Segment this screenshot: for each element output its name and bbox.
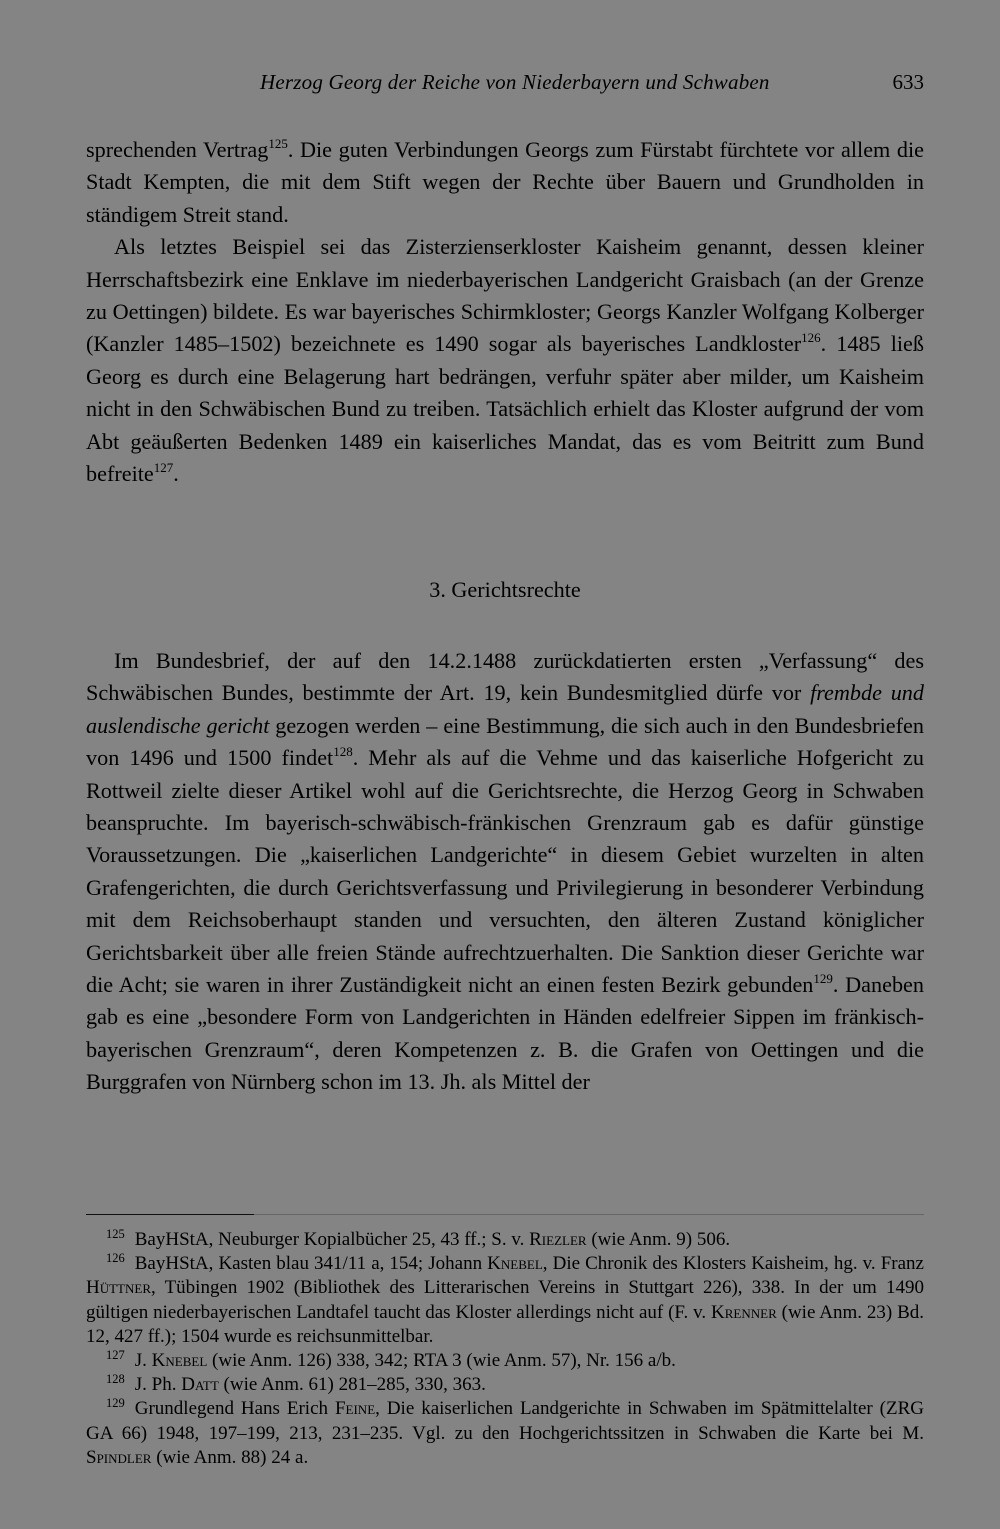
running-title: Herzog Georg der Reiche von Niederbayern und Schwaben xyxy=(260,70,770,94)
author-name: Krenner xyxy=(711,1301,777,1323)
text-run: (wie Anm. 88) 24 a. xyxy=(151,1446,309,1468)
author-name: Spindler xyxy=(86,1446,152,1468)
footnote-ref-125[interactable]: 125 xyxy=(268,135,288,151)
text-run: . Daneben gab es eine „besondere Form von Landgerichten in Händen edelfreier Sippen im fränkisch-bayerischen Grenzraum“, deren Kompetenzen z. B. die Grafen von Oettingen und die Burggrafen von Nürnberg schon im 13. Jh. als Mittel der xyxy=(86,972,924,1095)
text-run: sprechenden Vertrag xyxy=(86,137,269,162)
text-run: J. xyxy=(134,1350,152,1372)
paragraph xyxy=(86,134,924,231)
text-run: . 1485 ließ Georg es durch eine Belagerung hart bedrängen, verfuhr später aber milder, um Kaisheim nicht in den Schwäbischen Bund zu treiben. Tatsächlich erhielt das Kloster aufgrund der vom Abt geäußerten Bedenken 1489 ein kaiserliches Mandat, das es vom Beitritt zum Bund befreite xyxy=(86,331,924,487)
text-run: J. Ph. xyxy=(134,1374,182,1396)
author-name: Knebel xyxy=(151,1350,208,1372)
text-run: . xyxy=(173,461,179,487)
footnote-125 xyxy=(86,1228,924,1252)
footnote-127 xyxy=(86,1349,924,1373)
author-name: Riezler xyxy=(529,1229,587,1250)
footnote-ref-128[interactable]: 128 xyxy=(333,743,353,759)
text-run: (wie Anm. 61) 281–285, 330, 363. xyxy=(218,1374,486,1396)
text-run: (wie Anm. 126) 338, 342; RTA 3 (wie Anm. 57), Nr. 156 a/b. xyxy=(207,1350,676,1372)
page-number: 633 xyxy=(892,70,924,94)
paragraph xyxy=(86,231,924,490)
body-text-section-1 xyxy=(86,134,924,490)
text-run: (wie Anm. 23) Bd. 12, 427 ff.); 1504 wurde es reichsunmittelbar. xyxy=(86,1301,925,1347)
footnote-126 xyxy=(86,1252,924,1349)
body-text-section-2 xyxy=(86,645,924,1099)
footnote-ref-127[interactable]: 127 xyxy=(153,459,174,475)
footnote-number: 128 xyxy=(106,1371,125,1386)
text-run: , Die kaiserlichen Landgerichte in Schwaben im Spätmittelalter (ZRG GA 66) 1948, 197–199, 213, 231–235. Vgl. zu den Hochgerichtssitzen in Schwaben die Karte bei M. xyxy=(86,1398,924,1444)
italic-quote: frembde und auslendische gericht xyxy=(86,680,924,738)
text-run: , Die Chronik des Klosters Kaisheim, hg. v. Franz xyxy=(542,1253,924,1275)
author-name: Hüttner xyxy=(86,1277,151,1299)
text-run: Grundlegend Hans Erich xyxy=(134,1398,335,1420)
footnotes xyxy=(86,1228,924,1470)
text-run: (wie Anm. 9) 506. xyxy=(586,1229,731,1250)
author-name: Knebel xyxy=(487,1253,543,1275)
running-header xyxy=(0,70,1000,100)
text-run: Als letztes Beispiel sei das Zisterzienserkloster Kaisheim genannt, dessen kleiner Herrschaftsbezirk eine Enklave im niederbayerischen Landgericht Graisbach (an der Grenze zu Oettingen) bildete. Es war bayerisches Schirmkloster; Georgs Kanzler Wolfgang Kolberger (Kanzler 1485–1502) bezeichnete es 1490 sogar als bayerisches Landkloster xyxy=(86,234,924,357)
text-run: BayHStA, Kasten blau 341/11 a, 154; Johann xyxy=(134,1253,488,1275)
text-run: gezogen werden – eine Bestimmung, die sich auch in den Bundesbriefen von 1496 und 1500 findet xyxy=(86,712,924,771)
text-run: BayHStA, Neuburger Kopialbücher 25, 43 ff.; S. v. xyxy=(134,1229,530,1250)
footnote-number: 126 xyxy=(106,1250,125,1265)
footnote-128 xyxy=(86,1373,924,1397)
text-run: . Die guten Verbindungen Georgs zum Fürstabt fürchtete vor allem die Stadt Kempten, die mit dem Stift wegen der Rechte über Bauern und Grundholden in ständigem Streit stand. xyxy=(86,137,924,227)
footnote-divider-faint xyxy=(254,1214,924,1215)
footnote-ref-129[interactable]: 129 xyxy=(813,970,833,986)
text-run: , Tübingen 1902 (Bibliothek des Litterarischen Vereins in Stuttgart 226), 338. In der um 1490 gültigen niederbayerischen Landtafel taucht das Kloster allerdings nicht auf (F. v. xyxy=(86,1277,924,1323)
footnote-number: 129 xyxy=(106,1396,125,1411)
footnote-ref-126[interactable]: 126 xyxy=(801,330,821,346)
section-heading: 3. Gerichtsrechte xyxy=(429,577,581,602)
author-name: Feine xyxy=(334,1398,376,1420)
footnote-129 xyxy=(86,1397,924,1470)
author-name: Datt xyxy=(181,1374,219,1396)
text-run: Im Bundesbrief, der auf den 14.2.1488 zurückdatierten ersten „Verfassung“ des Schwäbischen Bundes, bestimmte der Art. 19, kein Bundesmitglied dürfe vor xyxy=(86,648,924,706)
footnote-divider xyxy=(86,1214,254,1215)
text-run: . Mehr als auf die Vehme und das kaiserliche Hofgericht zu Rottweil zielte dieser Artikel wohl auf die Gerichtsrechte, die Herzog Georg in Schwaben beanspruchte. Im bayerisch-schwäbisch-fränkischen Grenzraum gab es dafür günstige Voraussetzungen. Die „kaiserlichen Landgerichte“ in diesem Gebiet wurzelten in alten Grafengerichten, die durch Gerichtsverfassung und Privilegierung in besonderer Verbindung mit dem Reichsoberhaupt standen und versuchten, den älteren Zustand königlicher Gerichtsbarkeit über alle freien Stände aufrechtzuerhalten. Die Sanktion dieser Gerichte war die Acht; sie waren in ihrer Zuständigkeit nicht an einen festen Bezirk gebunden xyxy=(86,745,924,998)
footnote-number: 125 xyxy=(106,1226,125,1241)
footnote-number: 127 xyxy=(106,1347,125,1362)
paragraph xyxy=(86,645,924,1099)
